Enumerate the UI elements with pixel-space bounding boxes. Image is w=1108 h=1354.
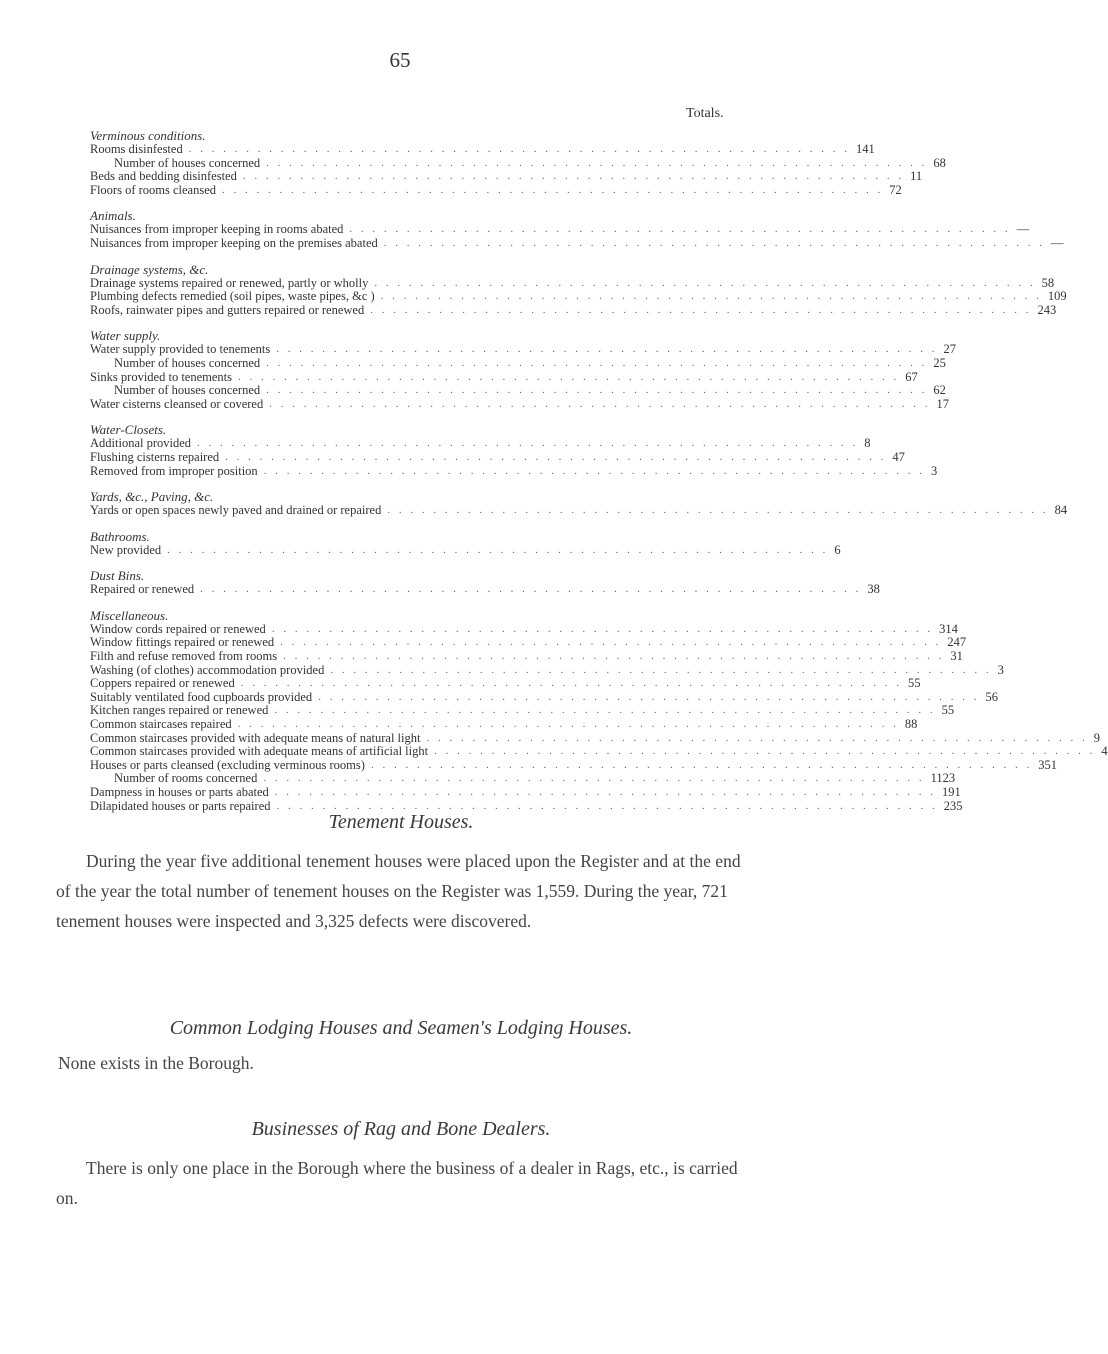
- row-total: 3: [997, 662, 1004, 677]
- leader-dots: . . . . . . . . . . . . . . . . . . . . . . . . . . . . . . . . . . . . . . . . . . . . . . . . . . . . . . . . . .: [238, 370, 900, 383]
- row-total: 1123: [930, 771, 956, 786]
- row-label: Washing (of clothes) accommodation provided: [90, 662, 325, 677]
- row-total: 38: [867, 582, 880, 597]
- section-title: Animals.: [90, 208, 136, 224]
- leader-dots: . . . . . . . . . . . . . . . . . . . . . . . . . . . . . . . . . . . . . . . . . . . . . . . . . . . . . . . . . .: [222, 183, 884, 196]
- table-row: [90, 649, 963, 664]
- row-label: Nuisances from improper keeping in rooms abated: [90, 222, 344, 237]
- row-total: 247: [947, 635, 967, 650]
- row-total: 11: [910, 169, 923, 184]
- row-label: Yards or open spaces newly paved and drained or repaired: [90, 503, 382, 518]
- tenement-houses-paragraph: During the year five additional tenement houses were placed upon the Register and at the end of the year the total number of tenement houses on the Register was 1,559. During the year, 721 tenement houses were inspected and 3,325 defects were discovered.: [56, 851, 741, 931]
- leader-dots: . . . . . . . . . . . . . . . . . . . . . . . . . . . . . . . . . . . . . . . . . . . . . . . . . . . . . . . . . .: [263, 464, 925, 477]
- table-row: [90, 396, 949, 412]
- row-label: Beds and bedding disinfested: [90, 169, 237, 184]
- row-label: Coppers repaired or renewed: [90, 676, 235, 691]
- leader-dots: . . . . . . . . . . . . . . . . . . . . . . . . . . . . . . . . . . . . . . . . . . . . . . . . . . . . . . . . . .: [269, 397, 931, 410]
- row-label: Number of houses concerned: [114, 383, 261, 398]
- row-total: 4: [1101, 744, 1108, 759]
- row-total: 9: [1093, 730, 1100, 745]
- row-label: Removed from improper position: [90, 463, 258, 478]
- rag-bone-dealers-heading: Businesses of Rag and Bone Dealers.: [251, 1118, 551, 1140]
- section-title: Bathrooms.: [90, 528, 150, 544]
- table-row: [90, 785, 961, 800]
- leader-dots: . . . . . . . . . . . . . . . . . . . . . . . . . . . . . . . . . . . . . . . . . . . . . . . . . . . . . . . . . .: [266, 356, 928, 369]
- row-total: 8: [864, 436, 871, 451]
- table-row: [90, 757, 1057, 773]
- section-title: Drainage systems, &c.: [90, 261, 209, 277]
- lodging-houses-heading: Common Lodging Houses and Seamen's Lodging Houses.: [169, 1017, 633, 1039]
- row-total: 235: [943, 798, 963, 813]
- leader-dots: . . . . . . . . . . . . . . . . . . . . . . . . . . . . . . . . . . . . . . . . . . . . . . . . . . . . . . . . . .: [225, 450, 887, 463]
- table-row: [90, 342, 956, 357]
- leader-dots: . . . . . . . . . . . . . . . . . . . . . . . . . . . . . . . . . . . . . . . . . . . . . . . . . . . . . . . . . .: [188, 143, 850, 155]
- row-label: Rooms disinfested: [90, 142, 183, 156]
- leader-dots: . . . . . . . . . . . . . . . . . . . . . . . . . . . . . . . . . . . . . . . . . . . . . . . . . . . . . . . . . .: [318, 690, 980, 703]
- leader-dots: . . . . . . . . . . . . . . . . . . . . . . . . . . . . . . . . . . . . . . . . . . . . . . . . . . . . . . . . . .: [370, 758, 1033, 771]
- row-label: Flushing cisterns repaired: [90, 449, 220, 464]
- table-row: [90, 383, 946, 398]
- row-label: Kitchen ranges repaired or renewed: [90, 703, 269, 718]
- table-row: [90, 222, 1030, 237]
- leader-dots: . . . . . . . . . . . . . . . . . . . . . . . . . . . . . . . . . . . . . . . . . . . . . . . . . . . . . . . . . .: [276, 343, 938, 356]
- row-total: 55: [941, 703, 955, 718]
- row-total: 88: [904, 717, 918, 732]
- table-row: [90, 635, 967, 650]
- row-total: 62: [933, 383, 946, 398]
- table-row: [90, 235, 1064, 251]
- tenement-houses-section: [56, 811, 746, 936]
- row-label: Dilapidated houses or parts repaired: [90, 798, 271, 813]
- row-total: 109: [1047, 289, 1067, 304]
- row-total: 47: [892, 449, 905, 464]
- row-label: Dampness in houses or parts abated: [90, 785, 269, 799]
- row-total: 17: [936, 396, 949, 411]
- row-total: 84: [1054, 503, 1068, 518]
- rag-bone-dealers-paragraph: There is only one place in the Borough where the business of a dealer in Rags, etc., is carried on.: [56, 1158, 738, 1208]
- leader-dots: . . . . . . . . . . . . . . . . . . . . . . . . . . . . . . . . . . . . . . . . . . . . . . . . . . . . . . . . . .: [240, 677, 902, 690]
- section-title: Verminous conditions.: [90, 128, 206, 143]
- row-label: Water cisterns cleansed or covered: [90, 396, 264, 411]
- row-label: Additional provided: [90, 436, 192, 451]
- table-row: [90, 717, 918, 732]
- leader-dots: . . . . . . . . . . . . . . . . . . . . . . . . . . . . . . . . . . . . . . . . . . . . . . . . . . . . . . . . . .: [426, 731, 1088, 744]
- row-total: 6: [834, 542, 841, 557]
- leader-dots: . . . . . . . . . . . . . . . . . . . . . . . . . . . . . . . . . . . . . . . . . . . . . . . . . . . . . . . . . .: [280, 636, 942, 649]
- row-label: Number of houses concerned: [114, 355, 261, 370]
- leader-dots: . . . . . . . . . . . . . . . . . . . . . . . . . . . . . . . . . . . . . . . . . . . . . . . . . . . . . . . . . .: [283, 650, 945, 663]
- leader-dots: . . . . . . . . . . . . . . . . . . . . . . . . . . . . . . . . . . . . . . . . . . . . . . . . . . . . . . . . . .: [276, 799, 938, 812]
- row-total: —: [1051, 235, 1064, 250]
- leader-dots: . . . . . . . . . . . . . . . . . . . . . . . . . . . . . . . . . . . . . . . . . . . . . . . . . . . . . . . . . .: [167, 543, 829, 556]
- sanitary-work-table: [90, 128, 1108, 813]
- table-row: [90, 155, 946, 171]
- table-row: [90, 676, 921, 691]
- lodging-houses-paragraph: None exists in the Borough.: [58, 1053, 254, 1073]
- leader-dots: . . . . . . . . . . . . . . . . . . . . . . . . . . . . . . . . . . . . . . . . . . . . . . . . . . . . . . . . . .: [434, 745, 1096, 758]
- table-row: [90, 275, 1055, 291]
- section-title: Dust Bins.: [90, 568, 145, 584]
- row-label: Drainage systems repaired or renewed, partly or wholly: [90, 275, 369, 290]
- table-row: [90, 703, 955, 718]
- row-total: 314: [939, 621, 958, 636]
- row-label: Filth and refuse removed from rooms: [90, 649, 278, 664]
- leader-dots: . . . . . . . . . . . . . . . . . . . . . . . . . . . . . . . . . . . . . . . . . . . . . . . . . . . . . . . . . .: [370, 303, 1032, 316]
- leader-dots: . . . . . . . . . . . . . . . . . . . . . . . . . . . . . . . . . . . . . . . . . . . . . . . . . . . . . . . . . .: [387, 504, 1049, 517]
- row-total: 191: [942, 785, 961, 799]
- table-row: [90, 449, 905, 465]
- table-row: [90, 689, 998, 705]
- row-label: Roofs, rainwater pipes and gutters repaired or renewed: [90, 302, 365, 317]
- tenement-houses-heading: Tenement Houses.: [328, 811, 474, 833]
- leader-dots: . . . . . . . . . . . . . . . . . . . . . . . . . . . . . . . . . . . . . . . . . . . . . . . . . . . . . . . . . .: [242, 170, 905, 183]
- row-label: New provided: [90, 542, 162, 557]
- row-label: Number of houses concerned: [114, 155, 261, 170]
- row-total: 3: [930, 463, 938, 478]
- leader-dots: . . . . . . . . . . . . . . . . . . . . . . . . . . . . . . . . . . . . . . . . . . . . . . . . . . . . . . . . . .: [266, 156, 928, 169]
- lodging-houses-section: [56, 1017, 746, 1078]
- table-row: [90, 182, 902, 198]
- leader-dots: . . . . . . . . . . . . . . . . . . . . . . . . . . . . . . . . . . . . . . . . . . . . . . . . . . . . . . . . . .: [271, 622, 934, 635]
- row-total: 351: [1038, 757, 1057, 772]
- row-label: Floors of rooms cleansed: [90, 182, 217, 197]
- table-row: [90, 730, 1100, 746]
- row-label: Number of rooms concerned: [114, 771, 258, 786]
- table-row: [90, 582, 880, 597]
- row-total: 55: [907, 676, 921, 691]
- section-title: Yards, &c., Paving, &c.: [90, 489, 214, 505]
- row-label: Plumbing defects remedied (soil pipes, waste pipes, &c ): [90, 289, 375, 304]
- row-label: Common staircases provided with adequate means of artificial light: [90, 744, 429, 759]
- row-label: Window fittings repaired or renewed: [90, 635, 275, 650]
- table-row: [90, 289, 1067, 304]
- row-total: 67: [905, 369, 918, 384]
- row-total: 58: [1041, 275, 1055, 290]
- table-row: [90, 503, 1068, 518]
- row-label: Window cords repaired or renewed: [90, 621, 266, 636]
- table-row: [90, 463, 938, 479]
- table-row: [90, 169, 923, 184]
- row-label: Repaired or renewed: [90, 582, 195, 597]
- leader-dots: . . . . . . . . . . . . . . . . . . . . . . . . . . . . . . . . . . . . . . . . . . . . . . . . . . . . . . . . . .: [349, 223, 1011, 236]
- row-total: 68: [933, 155, 946, 170]
- leader-dots: . . . . . . . . . . . . . . . . . . . . . . . . . . . . . . . . . . . . . . . . . . . . . . . . . . . . . . . . . .: [263, 772, 925, 785]
- row-label: Suitably ventilated food cupboards provided: [90, 689, 313, 704]
- section-title: Water-Closets.: [90, 422, 167, 438]
- row-label: Sinks provided to tenements: [90, 369, 232, 384]
- leader-dots: . . . . . . . . . . . . . . . . . . . . . . . . . . . . . . . . . . . . . . . . . . . . . . . . . . . . . . . . . .: [380, 290, 1042, 303]
- table-row: [90, 621, 958, 637]
- row-label: Nuisances from improper keeping on the premises abated: [90, 235, 378, 250]
- row-total: 72: [889, 182, 902, 197]
- table-row: [90, 744, 1108, 759]
- row-total: 56: [985, 689, 998, 704]
- leader-dots: . . . . . . . . . . . . . . . . . . . . . . . . . . . . . . . . . . . . . . . . . . . . . . . . . . . . . . . . . .: [266, 384, 928, 397]
- table-row: [90, 142, 875, 157]
- leader-dots: . . . . . . . . . . . . . . . . . . . . . . . . . . . . . . . . . . . . . . . . . . . . . . . . . . . . . . . . . .: [200, 583, 862, 596]
- row-total: 243: [1037, 302, 1057, 317]
- leader-dots: . . . . . . . . . . . . . . . . . . . . . . . . . . . . . . . . . . . . . . . . . . . . . . . . . . . . . . . . . .: [274, 786, 937, 798]
- table-row: [90, 302, 1057, 318]
- row-total: —: [1016, 222, 1030, 237]
- section-title: Miscellaneous.: [90, 607, 169, 623]
- page-number: 65: [389, 48, 411, 72]
- row-total: 141: [855, 142, 875, 156]
- row-total: 31: [950, 649, 963, 664]
- totals-column-header: Totals.: [686, 106, 724, 121]
- row-label: Water supply provided to tenements: [90, 342, 271, 357]
- row-label: Common staircases provided with adequate means of natural light: [90, 730, 421, 745]
- row-total: 25: [933, 355, 946, 370]
- row-label: Houses or parts cleansed (excluding verminous rooms): [90, 757, 365, 772]
- leader-dots: . . . . . . . . . . . . . . . . . . . . . . . . . . . . . . . . . . . . . . . . . . . . . . . . . . . . . . . . . .: [197, 437, 859, 450]
- table-row: [90, 436, 871, 451]
- row-label: Common staircases repaired: [90, 717, 232, 732]
- leader-dots: . . . . . . . . . . . . . . . . . . . . . . . . . . . . . . . . . . . . . . . . . . . . . . . . . . . . . . . . . .: [374, 276, 1036, 289]
- table-row: [90, 355, 946, 371]
- section-title: Water supply.: [90, 328, 161, 344]
- rag-bone-dealers-section: [56, 1118, 746, 1213]
- table-row: [90, 662, 1004, 678]
- leader-dots: . . . . . . . . . . . . . . . . . . . . . . . . . . . . . . . . . . . . . . . . . . . . . . . . . . . . . . . . . .: [330, 663, 992, 676]
- table-row: [90, 542, 841, 558]
- table-row: [90, 369, 918, 385]
- leader-dots: . . . . . . . . . . . . . . . . . . . . . . . . . . . . . . . . . . . . . . . . . . . . . . . . . . . . . . . . . .: [237, 718, 899, 731]
- leader-dots: . . . . . . . . . . . . . . . . . . . . . . . . . . . . . . . . . . . . . . . . . . . . . . . . . . . . . . . . . .: [274, 704, 936, 717]
- row-total: 27: [943, 342, 956, 357]
- table-row: [90, 771, 956, 786]
- leader-dots: . . . . . . . . . . . . . . . . . . . . . . . . . . . . . . . . . . . . . . . . . . . . . . . . . . . . . . . . . .: [383, 236, 1046, 249]
